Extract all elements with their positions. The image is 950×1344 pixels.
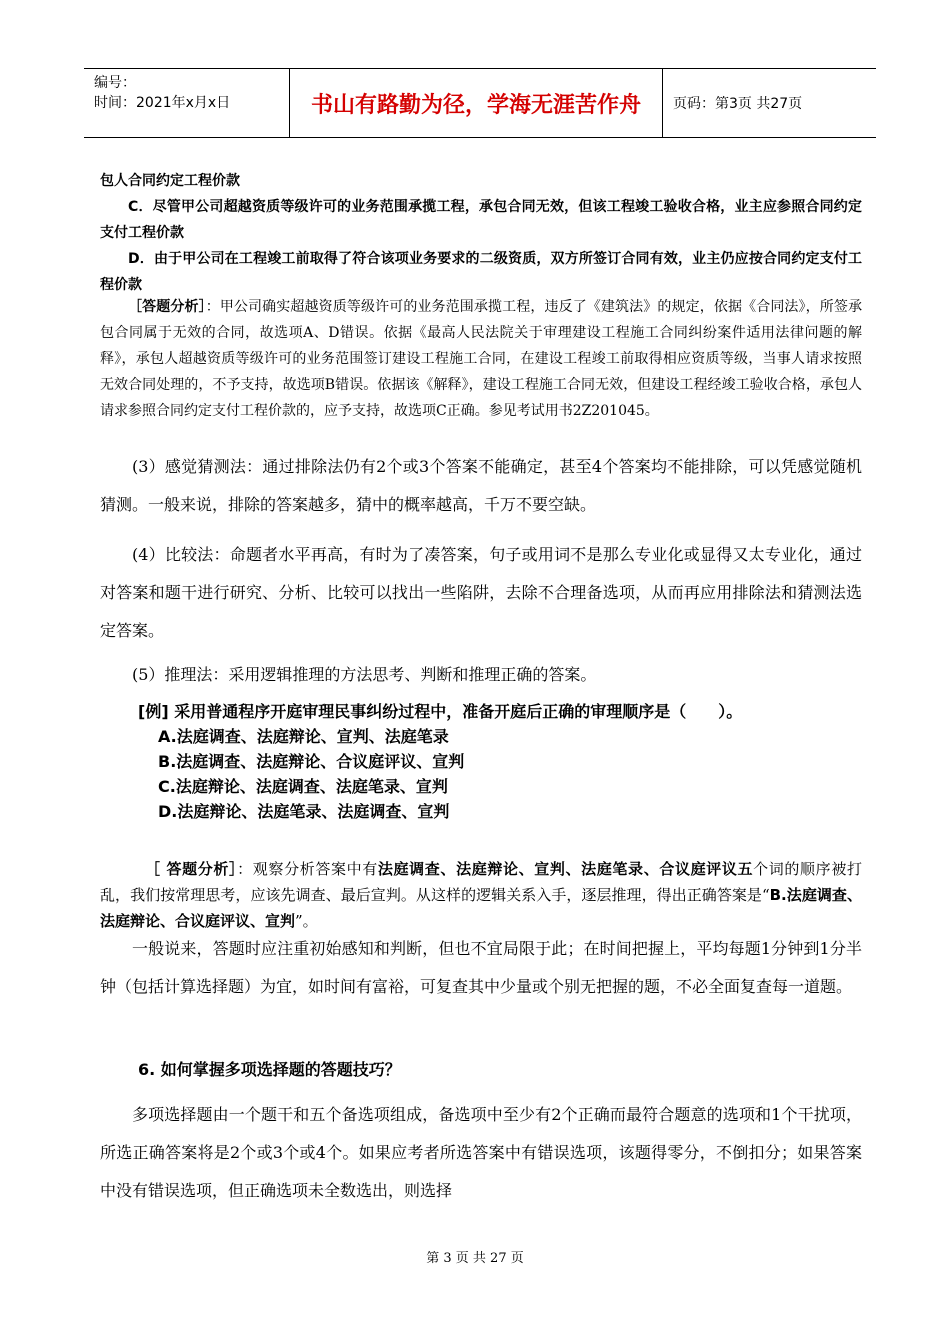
section-6-title: 6. 如何掌握多项选择题的答题技巧？ [138, 1060, 401, 1079]
question-continuation: 包人合同约定工程价款 [100, 173, 240, 189]
example-option-b: B.法庭调查、法庭辩论、合议庭评议、宣判 [158, 752, 465, 771]
example-option-a: A.法庭调查、法庭辩论、宣判、法庭笔录 [158, 727, 449, 746]
number-label: 编号： [94, 75, 136, 91]
analysis-label: ［答题分析］ [128, 299, 206, 315]
example-question: [例] 采用普通程序开庭审理民事纠纷过程中，准备开庭后正确的审理顺序是（ ）。 [138, 702, 743, 721]
method-5: (5）推理法：采用逻辑推理的方法思考、判断和推理正确的答案。 [132, 665, 597, 684]
analysis2-text-3: ”。 [295, 912, 318, 930]
header-meta [84, 69, 289, 137]
option-c: C．尽管甲公司超越资质等级许可的业务范围承揽工程，承包合同无效，但该工程竣工验收合格，业主应参照合同约定支付工程价款 [100, 199, 862, 241]
analysis2-text-1: ：观察分析答案中有 [237, 860, 378, 878]
example-option-c: C.法庭辩论、法庭调查、法庭笔录、宣判 [158, 777, 448, 796]
method-3: (3）感觉猜测法：通过排除法仍有2个或3个答案不能确定，甚至4个答案均不能排除，可以凭感觉随机猜测。一般来说，排除的答案越多，猜中的概率越高，千万不要空缺。 [100, 457, 862, 514]
method-4: (4）比较法：命题者水平再高，有时为了凑答案，句子或用词不是那么专业化或显得又太专业化，通过对答案和题干进行研究、分析、比较可以找出一些陷阱，去除不合理备选项，从而再应用排除法和猜测法选定答案。 [100, 545, 862, 640]
header-motto: 书山有路勤为径，学海无涯苦作舟 [289, 69, 663, 137]
header-page-info: 页码：第3页 共27页 [673, 96, 803, 112]
section-6-text: 多项选择题由一个题干和五个备选项组成，备选项中至少有2个正确而最符合题意的选项和1个干扰项，所选正确答案将是2个或3个或4个。如果应考者所选答案中有错误选项，该题得零分，不倒扣分；如果答案中没有错误选项，但正确选项未全数选出，则选择 [100, 1105, 862, 1200]
time-label: 时间：2021年x月x日 [94, 95, 231, 111]
answer-analysis-2 [100, 856, 862, 934]
analysis2-label: ［ 答题分析］ [145, 860, 238, 878]
analysis2-bold-1: 法庭调查、法庭辩论、宣判、法庭笔录、合议庭评议五 [377, 860, 754, 878]
option-d: D．由于甲公司在工程竣工前取得了符合该项业务要求的二级资质，双方所签订合同有效，业主仍应按合同约定支付工程价款 [100, 251, 862, 293]
analysis-text: ：甲公司确实超越资质等级许可的业务范围承揽工程，违反了《建筑法》的规定，依据《合同法》，所签承包合同属于无效的合同，故选项A、D错误。依据《最高人民法院关于审理建设工程施工合同纠纷案件适用法律问题的解释》，承包人超越资质等级许可的业务范围签订建设工程施工合同，在建设工程竣工前取得相应资质等级，当事人请求按照无效合同处理的，不予支持，故选项B错误。依据该《解释》，建设工程施工合同无效，但建设工程经竣工验收合格，承包人请求参照合同约定支付工程价款的，应予支持，故选项C正确。参见考试用书2Z201045。 [100, 299, 863, 419]
page-header [84, 68, 876, 138]
analysis2-bold-2: B.法庭调查、法庭辩论、合议庭评议、宣判 [100, 886, 862, 930]
page-footer: 第 3 页 共 27 页 [426, 1251, 524, 1266]
analysis2-text-2: 个词的顺序被打乱，我们按常理思考，应该先调查、最后宣判。从这样的逻辑关系入手，逐层推理，得出正确答案是“ [100, 860, 862, 904]
answer-analysis-1 [100, 294, 862, 424]
general-advice: 一般说来，答题时应注重初始感知和判断，但也不宜局限于此；在时间把握上，平均每题1分钟到1分半钟（包括计算选择题）为宜，如时间有富裕，可复查其中少量或个别无把握的题，不必全面复查每一道题。 [100, 939, 862, 996]
example-option-d: D.法庭辩论、法庭笔录、法庭调查、宣判 [158, 802, 450, 821]
